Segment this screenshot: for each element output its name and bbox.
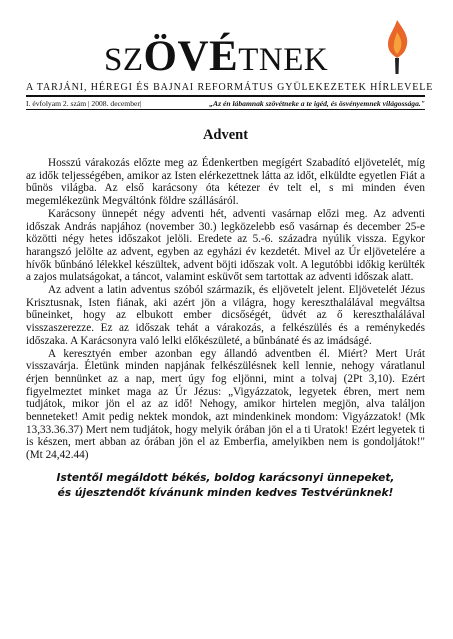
article-paragraph: Karácsony ünnepét négy adventi hét, adventi vasárnap előzi meg. Az adventi időszak András napjához (november 30.) legközelebb eső vasárnap és december 25-e közötti négy hetes időszakot jelöli. Eredete az 5.-6. századra nyúlik vissza. Egykor harangszó jelölte az advent, egyben az egyházi év kezdetét. Mivel az Úr eljövetelére a hívők bűnbánó lélekkel készültek, advent böjti időszak volt. A legutóbbi időkig kerülték a zajos mulatságokat, a táncot, valamint esküvőt sem tartottak az adventi időszak alatt.	[26, 207, 425, 284]
logo-part-1: SZ	[104, 42, 144, 78]
infobar-divider	[26, 109, 425, 110]
issue-number: I. évfolyam 2. szám | 2008. december|	[26, 99, 142, 108]
article-paragraph: A keresztyén ember azonban egy állandó adventben él. Miért? Mert Urát visszavárja. Életünk minden napjának felkészülésnek kell lennie, nehogy váratlanul érjen bennünket az a nap, mert úgy fog eljönni, mint a tolvaj (2Pt 3,10). Ezért figyelmeztet minket maga az Úr Jézus: „Vigyázzatok, legyetek ébren, mert nem tudjátok, mikor jön el az az idő! Nehogy, amikor hirtelen megjön, alva találjon benneteket! Amit pedig nektek mondok, azt mindenkinek mondom: Vigyázzatok! (Mk 13,33.36.37) Mert nem tudjátok, hogy melyik órában jön el a ti Uratok! Ezért legyetek ti is készen, mert abban az órában jön el az Emberfia, amelyikben nem is gondoljátok!" (Mt 24,42.44)	[26, 347, 425, 462]
greeting-line-1: Istentől megáldott békés, boldog karácsonyi ünnepeket,	[56, 471, 395, 484]
christmas-greeting	[26, 471, 425, 501]
issue-info-bar	[26, 97, 425, 109]
torch-flame-icon	[382, 18, 412, 76]
article-body	[26, 157, 425, 462]
masthead	[26, 12, 425, 80]
article-paragraph: Hosszú várakozás előzte meg az Édenkertben megígért Szabadító eljövetelét, míg az idők teljességében, amikor az Isten elérkezettnek látta az időt, elküldte egyetlen Fiát a bűnös világba. Az első karácsony óta kétezer év telt el, s mi minden éven megemlékezünk Megváltónk földre szállásáról.	[26, 157, 425, 208]
logo-part-2: ÖVÉ	[143, 33, 239, 80]
logo-part-3: TNEK	[238, 42, 329, 78]
greeting-line-2: és újesztendőt kívánunk minden kedves Testvérünknek!	[57, 486, 394, 499]
newsletter-subtitle: A TARJÁNI, HÉREGI ÉS BAJNAI REFORMÁTUS GYÜLEKEZETEK HÍRLEVELE	[26, 82, 434, 93]
article-title: Advent	[202, 127, 249, 143]
masthead-motto: „Az én lábamnak szövétneke a te igéd, és ösvényemnek világossága."	[209, 99, 425, 108]
newsletter-logo	[104, 32, 328, 81]
article-paragraph: Az advent a latin adventus szóból származik, és eljövetelt jelent. Eljövetelét Jézus Krisztusnak, Isten fiának, aki azért jön a világra, hogy kereszthalálával megváltsa bűneinket, hogy az elbukott ember dicsőségét, üdvét az ő kereszthalálával visszaszerezze. Ez az időszak tehát a várakozás, a felkészülés és a reménykedés időszaka. A Karácsonyra való lelki előkészületé, a bűnbánaté és az imádságé.	[26, 284, 425, 347]
